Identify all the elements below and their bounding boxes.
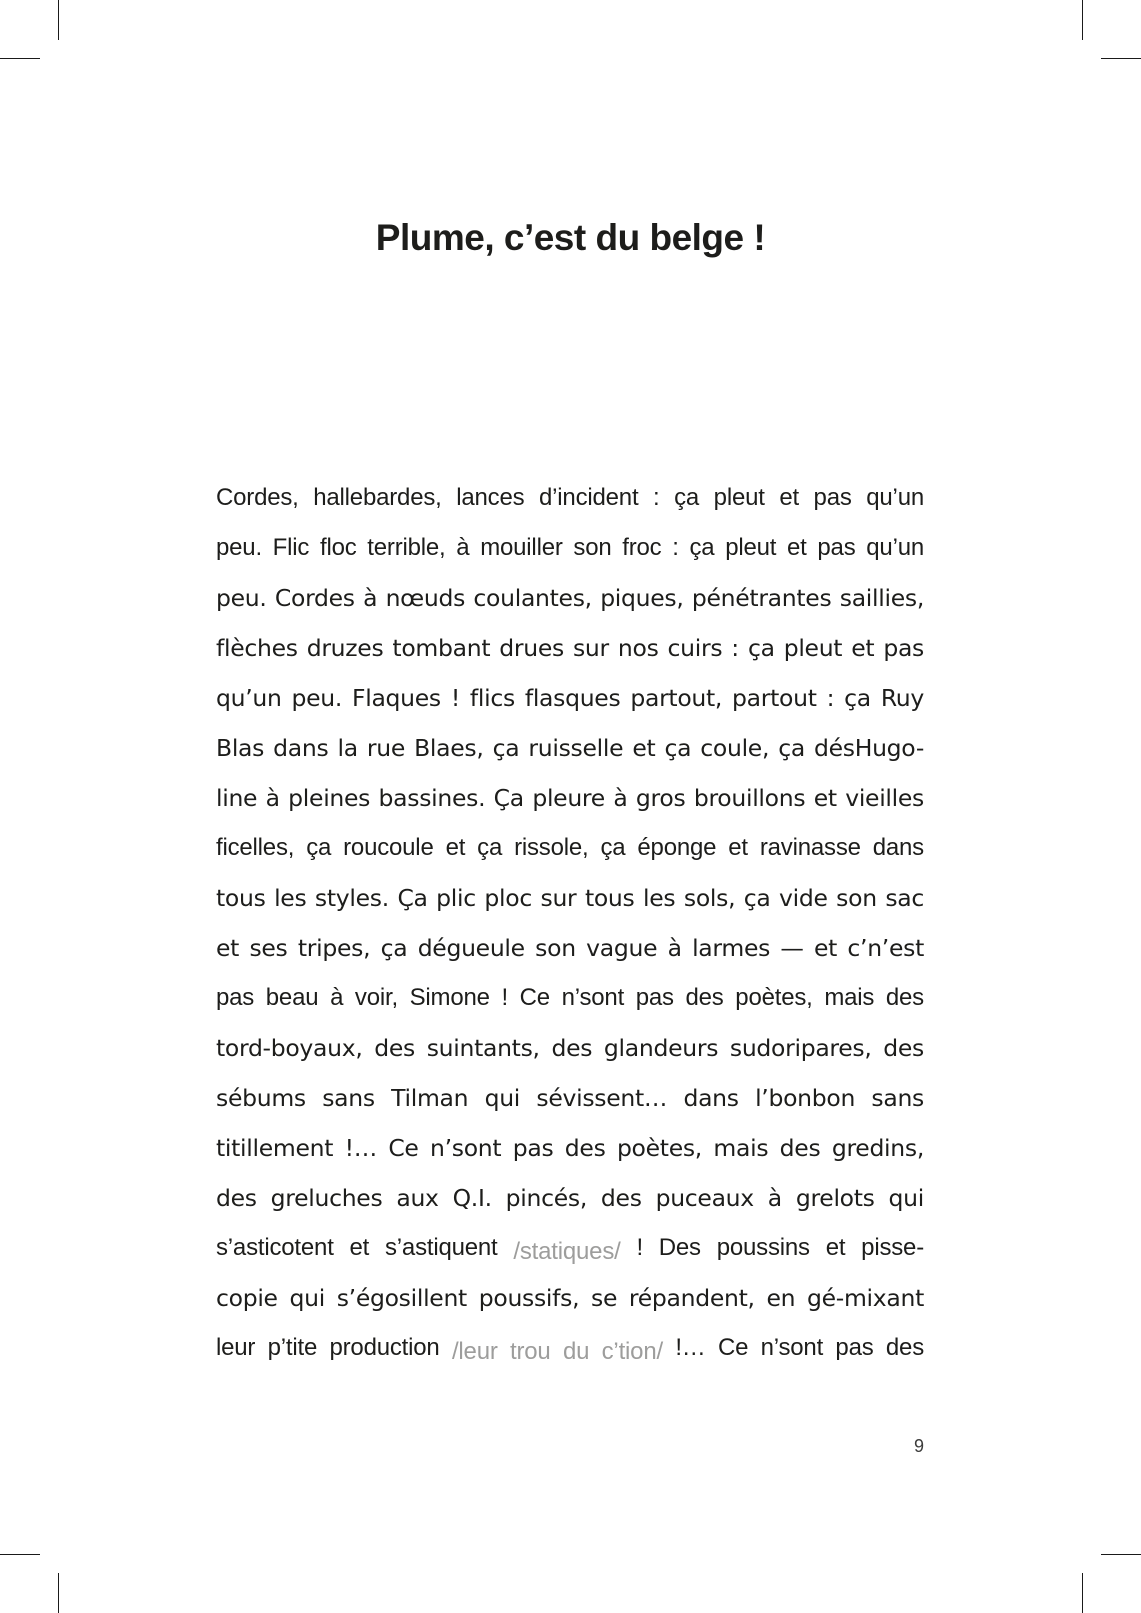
- text-line: sébums sans Tilman qui sévissent… dans l’bonbon sans: [216, 1084, 924, 1112]
- crop-mark-top-right-vertical: [1082, 0, 1083, 40]
- text-line: Cordes, hallebardes, lances d’incident : ça pleut et pas qu’un: [216, 484, 924, 511]
- text-line: tous les styles. Ça plic ploc sur tous les sols, ça vide son sac: [216, 884, 924, 912]
- crop-mark-top-left-vertical: [58, 0, 59, 40]
- text-line: titillement !… Ce n’sont pas des poètes, mais des gredins,: [216, 1134, 924, 1162]
- page-number: 9: [913, 1436, 924, 1456]
- grey-annotation: /statiques/: [513, 1238, 621, 1265]
- crop-mark-top-left-horizontal: [0, 58, 40, 59]
- text-line: ficelles, ça roucoule et ça rissole, ça éponge et ravinasse dans: [216, 834, 924, 861]
- body-text: [216, 478, 924, 1378]
- crop-mark-top-right-horizontal: [1101, 58, 1141, 59]
- text-line: Blas dans la rue Blaes, ça ruisselle et ça coule, ça désHugo-: [216, 734, 924, 762]
- text-line: peu. Flic floc terrible, à mouiller son froc : ça pleut et pas qu’un: [216, 534, 924, 561]
- text-line: flèches druzes tombant drues sur nos cuirs : ça pleut et pas: [216, 634, 924, 662]
- grey-annotation: /leur trou du c’tion/: [451, 1338, 663, 1365]
- text-segment: leur p’tite production: [216, 1334, 440, 1361]
- text-line: copie qui s’égosillent poussifs, se répandent, en gé-mixant: [216, 1284, 924, 1312]
- text-line: et ses tripes, ça dégueule son vague à larmes — et c’n’est: [216, 934, 924, 962]
- text-segment: ! Des poussins et pisse-: [636, 1234, 924, 1261]
- text-line: des greluches aux Q.I. pincés, des puceaux à grelots qui: [216, 1184, 924, 1212]
- text-line: line à pleines bassines. Ça pleure à gros brouillons et vieilles: [216, 784, 924, 812]
- text-line: [216, 1328, 924, 1378]
- crop-mark-bottom-right-vertical: [1082, 1573, 1083, 1613]
- text-line: qu’un peu. Flaques ! flics flasques partout, partout : ça Ruy: [216, 684, 924, 712]
- crop-mark-bottom-left-horizontal: [0, 1554, 40, 1555]
- text-segment: !… Ce n’sont pas des: [675, 1334, 925, 1361]
- text-line: tord-boyaux, des suintants, des glandeurs sudoripares, des: [216, 1034, 924, 1062]
- text-line: peu. Cordes à nœuds coulantes, piques, pénétrantes saillies,: [216, 584, 924, 612]
- crop-mark-bottom-left-vertical: [58, 1573, 59, 1613]
- page-title: Plume, c’est du belge !: [375, 217, 766, 258]
- crop-mark-bottom-right-horizontal: [1101, 1554, 1141, 1555]
- text-segment: s’asticotent et s’astiquent: [216, 1234, 498, 1261]
- text-line: pas beau à voir, Simone ! Ce n’sont pas des poètes, mais des: [216, 984, 924, 1011]
- text-line: [216, 1228, 924, 1278]
